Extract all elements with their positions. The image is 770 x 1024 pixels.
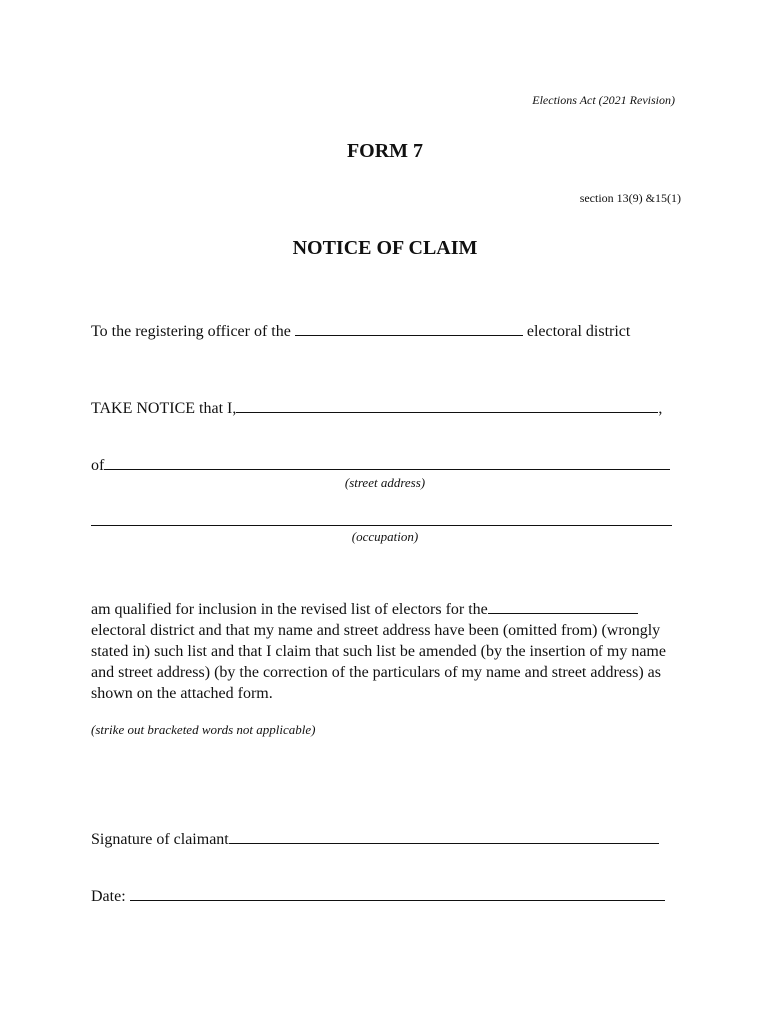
occupation-line (91, 511, 672, 526)
take-notice-prefix: TAKE NOTICE that I, (91, 400, 237, 417)
street-address-line (91, 455, 670, 475)
take-notice-line (91, 398, 662, 418)
paragraph-start: am qualified for inclusion in the revised list of electors for the (91, 601, 488, 618)
claimant-name-field[interactable] (236, 398, 658, 413)
claim-paragraph (91, 599, 681, 704)
street-address-caption: (street address) (344, 475, 426, 490)
section-reference: section 13(9) &15(1) (579, 191, 681, 205)
strike-out-note: (strike out bracketed words not applicable) (91, 722, 316, 737)
act-reference: Elections Act (2021 Revision) (532, 93, 675, 107)
page-title: NOTICE OF CLAIM (292, 237, 478, 259)
street-address-field[interactable] (104, 455, 670, 470)
registering-suffix: electoral district (526, 323, 631, 340)
date-label: Date: (91, 888, 126, 905)
occupation-field[interactable] (91, 511, 672, 526)
paragraph-rest: electoral district and that my name and street address have been (omitted from) (wrongly stated in) such list and that I claim that such list be amended (by the insertion of my name and street address) (by the correction of the particulars of my name and street address) as shown on the attached form. (91, 622, 666, 702)
registering-prefix: To the registering officer of the (91, 323, 291, 340)
signature-field[interactable] (229, 829, 659, 844)
date-line (91, 886, 665, 906)
electoral-district-field[interactable] (295, 321, 523, 336)
form-number: FORM 7 (346, 140, 424, 162)
occupation-caption: (occupation) (351, 529, 419, 544)
take-notice-suffix: , (658, 400, 663, 417)
date-field[interactable] (130, 886, 665, 901)
signature-label: Signature of claimant (91, 831, 229, 848)
revised-list-district-field[interactable] (488, 599, 638, 614)
registering-officer-line (91, 321, 630, 341)
signature-line (91, 829, 659, 849)
of-prefix: of (91, 457, 105, 474)
